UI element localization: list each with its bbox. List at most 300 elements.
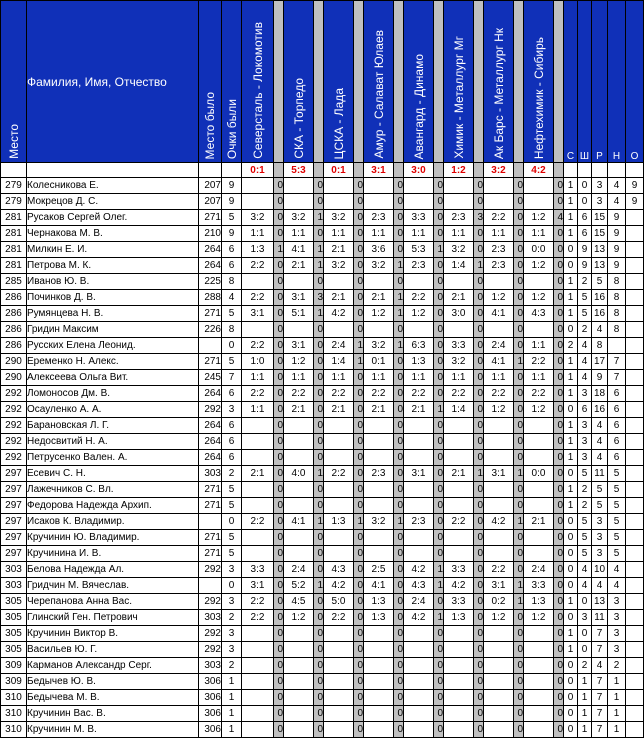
match-points-cell: 0 [354,242,364,258]
match-points-cell: 0 [514,610,524,626]
place-cell: 279 [1,194,27,210]
stat-cell: 0 [564,562,578,578]
stat-cell: 5 [608,498,626,514]
match-points-cell: 0 [434,274,444,290]
prediction-cell: 3:1 [284,338,314,354]
prediction-cell [242,178,274,194]
prediction-cell: 2:2 [524,354,554,370]
stat-cell: 0 [578,642,592,658]
prediction-cell: 1:2 [524,290,554,306]
header-stat-sh: Ш [578,1,592,163]
match-points-cell: 0 [434,226,444,242]
stat-cell: 6 [608,402,626,418]
match-points-cell: 0 [434,370,444,386]
stat-cell: 3 [578,418,592,434]
match-points-cell: 0 [434,706,444,722]
match-points-cell: 0 [514,562,524,578]
prediction-cell [444,194,474,210]
match-points-cell: 0 [474,658,484,674]
match-points-cell: 0 [554,290,564,306]
match-points-cell: 1 [354,354,364,370]
match-points-cell: 0 [434,498,444,514]
stat-cell: 5 [578,514,592,530]
prediction-cell [404,194,434,210]
stat-cell: 4 [592,450,608,466]
match-points-cell: 0 [474,242,484,258]
stat-cell: 6 [578,210,592,226]
header-place: Место [1,1,27,163]
match-points-cell: 0 [354,658,364,674]
prediction-cell: 6:3 [404,338,434,354]
prediction-cell [324,274,354,290]
match-points-cell: 0 [274,706,284,722]
match-points-cell: 0 [474,578,484,594]
stat-cell: 1 [564,418,578,434]
stat-cell: 9 [608,242,626,258]
name-cell: Белова Надежда Ал. [27,562,199,578]
stat-cell: 1 [608,722,626,738]
table-row [1,194,644,210]
stat-cell: 9 [608,226,626,242]
prediction-cell: 3:2 [324,210,354,226]
points-were-cell: 5 [222,482,242,498]
header-match-7: Ак Барс - Металлург Нк [484,1,514,163]
prediction-cell: 1:4 [324,354,354,370]
match-points-cell: 0 [354,370,364,386]
table-row [1,562,644,578]
stat-cell: 1 [564,178,578,194]
prediction-cell: 3:2 [444,242,474,258]
prediction-cell: 4:5 [284,594,314,610]
place-was-cell: 264 [199,242,222,258]
header-row [1,1,644,163]
match-points-cell: 0 [554,178,564,194]
table-row [1,706,644,722]
prediction-cell: 4:2 [404,562,434,578]
prediction-cell [404,690,434,706]
match-points-cell: 0 [274,338,284,354]
prediction-cell: 3:1 [284,290,314,306]
points-were-cell: 6 [222,418,242,434]
match-points-cell: 0 [434,530,444,546]
stat-cell: 5 [608,466,626,482]
match-points-cell: 0 [474,594,484,610]
prediction-cell: 2:2 [242,258,274,274]
match-points-cell: 0 [514,258,524,274]
match-points-cell: 0 [554,386,564,402]
match-points-cell: 0 [354,722,364,738]
stat-cell: 4 [578,562,592,578]
place-cell: 297 [1,546,27,562]
stat-cell: 7 [608,354,626,370]
match-points-cell: 0 [274,450,284,466]
name-cell: Кручинина И. В. [27,546,199,562]
prediction-cell [284,498,314,514]
match-points-cell: 0 [554,306,564,322]
prediction-cell: 1:2 [284,610,314,626]
stat-cell: 10 [592,562,608,578]
score-2: 5:3 [284,163,314,178]
prediction-cell: 2:1 [524,514,554,530]
stat-cell: 3 [592,546,608,562]
match-points-cell: 0 [394,194,404,210]
match-points-cell: 0 [394,466,404,482]
match-points-cell: 0 [314,594,324,610]
prediction-cell: 2:1 [324,290,354,306]
prediction-cell [324,626,354,642]
match-points-cell: 0 [354,642,364,658]
match-points-cell: 0 [274,386,284,402]
stat-cell: 0 [564,578,578,594]
prediction-cell [324,418,354,434]
prediction-cell [364,178,394,194]
table-row [1,370,644,386]
stat-cell: 3 [592,530,608,546]
prediction-cell [324,178,354,194]
table-row [1,274,644,290]
table-row [1,242,644,258]
match-points-cell: 0 [274,610,284,626]
match-points-cell: 0 [394,706,404,722]
match-points-cell: 0 [474,386,484,402]
stat-cell: 8 [608,322,626,338]
stat-cell: 1 [564,626,578,642]
stat-cell: 1 [564,386,578,402]
stat-cell [626,210,644,226]
stat-cell: 5 [608,546,626,562]
stat-cell [626,466,644,482]
stat-cell: 5 [592,482,608,498]
match-points-cell: 0 [434,546,444,562]
score-1: 0:1 [242,163,274,178]
match-points-cell: 0 [394,434,404,450]
prediction-cell [284,642,314,658]
prediction-cell [364,498,394,514]
match-points-cell: 0 [394,562,404,578]
match-points-cell: 1 [514,578,524,594]
prediction-cell [284,546,314,562]
match-points-cell: 0 [554,610,564,626]
match-points-cell: 0 [354,482,364,498]
match-points-cell: 0 [434,306,444,322]
match-points-cell: 0 [554,258,564,274]
match-points-cell: 0 [514,722,524,738]
table-row [1,226,644,242]
match-points-cell: 0 [434,338,444,354]
prediction-cell: 2:2 [242,514,274,530]
header-match-1: Северсталь - Локомотив [242,1,274,163]
prediction-cell: 2:5 [364,562,394,578]
match-points-cell: 0 [434,178,444,194]
place-cell: 286 [1,322,27,338]
place-was-cell: 226 [199,322,222,338]
place-was-cell: 207 [199,178,222,194]
match-points-cell: 0 [314,562,324,578]
stat-cell: 6 [608,418,626,434]
match-points-cell: 0 [514,386,524,402]
place-was-cell: 292 [199,402,222,418]
stat-cell: 16 [592,402,608,418]
place-was-cell [199,514,222,530]
stat-cell: 3 [608,642,626,658]
prediction-cell: 3:2 [364,338,394,354]
prediction-cell: 2:2 [242,594,274,610]
stat-cell [626,306,644,322]
stat-cell [626,578,644,594]
prediction-cell: 1:2 [484,402,514,418]
stat-cell: 1 [564,594,578,610]
match-points-cell: 0 [514,434,524,450]
match-points-cell: 1 [394,306,404,322]
stat-cell: 11 [592,610,608,626]
stat-cell: 15 [592,226,608,242]
prediction-cell: 1:3 [242,242,274,258]
stat-cell [626,530,644,546]
stat-cell: 2 [564,338,578,354]
prediction-cell: 3:1 [484,466,514,482]
prediction-cell [524,450,554,466]
match-points-cell: 0 [394,370,404,386]
match-points-cell: 0 [394,594,404,610]
prediction-cell [524,418,554,434]
stat-cell: 4 [608,178,626,194]
match-points-cell: 0 [474,706,484,722]
stat-cell [626,338,644,354]
match-points-cell: 0 [354,322,364,338]
stat-cell: 1 [564,370,578,386]
prediction-cell [404,322,434,338]
match-points-cell: 1 [314,578,324,594]
match-points-cell: 0 [314,706,324,722]
prediction-cell: 1:1 [524,370,554,386]
place-was-cell: 210 [199,226,222,242]
stat-cell: 1 [564,226,578,242]
prediction-cell [404,418,434,434]
match-points-cell: 0 [554,626,564,642]
prediction-cell [484,530,514,546]
stat-cell: 16 [592,306,608,322]
prediction-cell [484,642,514,658]
match-points-cell: 0 [554,274,564,290]
prediction-cell: 1:2 [364,306,394,322]
stat-cell: 5 [578,306,592,322]
place-cell: 285 [1,274,27,290]
prediction-cell: 4:1 [364,578,394,594]
match-points-cell: 0 [434,482,444,498]
match-points-cell: 0 [514,482,524,498]
points-were-cell: 3 [222,402,242,418]
table-row [1,466,644,482]
stat-cell: 7 [592,642,608,658]
prediction-cell [524,530,554,546]
table-row [1,626,644,642]
match-points-cell: 0 [514,338,524,354]
stat-cell: 9 [608,258,626,274]
stat-cell: 9 [592,370,608,386]
place-cell: 297 [1,530,27,546]
stat-cell: 2 [578,322,592,338]
match-points-cell: 1 [434,578,444,594]
match-points-cell: 0 [554,402,564,418]
prediction-cell: 2:3 [484,242,514,258]
match-points-cell: 1 [434,610,444,626]
name-cell: Васильев Ю. Г. [27,642,199,658]
match-points-cell: 0 [434,690,444,706]
place-cell: 281 [1,226,27,242]
stat-cell: 7 [608,370,626,386]
prediction-cell: 1:1 [484,226,514,242]
prediction-cell: 1:3 [524,594,554,610]
stat-cell: 9 [578,258,592,274]
prediction-cell [524,482,554,498]
score-4: 3:1 [364,163,394,178]
prediction-cell: 2:2 [324,610,354,626]
prediction-cell: 2:4 [284,562,314,578]
prediction-cell: 1:2 [284,354,314,370]
place-cell: 310 [1,722,27,738]
match-points-cell: 0 [354,418,364,434]
name-cell: Кручинин Вас. В. [27,706,199,722]
match-points-cell: 0 [514,290,524,306]
match-points-cell: 0 [274,290,284,306]
prediction-cell: 2:2 [484,386,514,402]
stat-cell [626,290,644,306]
prediction-cell [284,274,314,290]
place-was-cell: 303 [199,658,222,674]
prediction-cell [242,674,274,690]
name-cell: Кручинин Виктор В. [27,626,199,642]
place-was-cell: 207 [199,194,222,210]
prediction-cell: 3:3 [444,594,474,610]
match-points-cell: 0 [474,402,484,418]
stat-cell: 9 [626,194,644,210]
prediction-cell: 3:1 [404,466,434,482]
stat-cell [626,658,644,674]
match-points-cell: 1 [474,466,484,482]
prediction-cell: 4:2 [484,514,514,530]
prediction-cell [364,658,394,674]
header-place-was: Место было [199,1,222,163]
prediction-cell [364,642,394,658]
match-points-cell: 0 [394,610,404,626]
prediction-cell: 4:0 [284,466,314,482]
match-points-cell: 0 [354,498,364,514]
stat-cell: 8 [608,274,626,290]
prediction-cell [324,530,354,546]
name-cell: Недосвитий Н. А. [27,434,199,450]
points-were-cell: 1 [222,674,242,690]
prediction-cell [404,626,434,642]
prediction-cell: 2:2 [404,386,434,402]
prediction-cell [524,194,554,210]
stat-cell: 3 [592,178,608,194]
match-points-cell: 0 [474,354,484,370]
place-cell: 310 [1,706,27,722]
prediction-cell: 2:2 [364,386,394,402]
prediction-cell [324,546,354,562]
stat-cell: 0 [564,658,578,674]
name-cell: Русаков Сергей Олег. [27,210,199,226]
match-points-cell: 0 [394,274,404,290]
prediction-cell: 5:3 [404,242,434,258]
points-were-cell: 3 [222,562,242,578]
prediction-cell [484,178,514,194]
place-was-cell: 264 [199,434,222,450]
stat-cell: 0 [564,706,578,722]
name-cell: Барановская Л. Г. [27,418,199,434]
match-points-cell: 0 [314,690,324,706]
prediction-cell [444,642,474,658]
points-were-cell: 7 [222,370,242,386]
match-points-cell: 0 [314,178,324,194]
match-points-cell: 0 [314,418,324,434]
prediction-cell [364,690,394,706]
stat-cell: 8 [608,306,626,322]
stat-cell: 0 [564,402,578,418]
stat-cell: 5 [608,482,626,498]
prediction-cell: 1:1 [364,226,394,242]
match-points-cell: 0 [514,370,524,386]
table-row [1,210,644,226]
prediction-cell: 2:2 [404,290,434,306]
prediction-cell: 1:1 [324,226,354,242]
match-points-cell: 0 [474,418,484,434]
stat-cell [626,482,644,498]
match-points-cell: 0 [354,306,364,322]
match-points-cell: 0 [554,354,564,370]
table-row [1,306,644,322]
name-cell: Исаков К. Владимир. [27,514,199,530]
place-cell: 281 [1,210,27,226]
prediction-cell: 2:2 [242,610,274,626]
match-points-cell: 0 [434,642,444,658]
prediction-cell [284,626,314,642]
place-cell: 309 [1,658,27,674]
stat-cell [626,498,644,514]
stat-cell [626,242,644,258]
prediction-cell: 2:4 [524,562,554,578]
match-points-cell: 0 [434,258,444,274]
prediction-cell [404,530,434,546]
prediction-cell [324,674,354,690]
stat-cell: 2 [578,482,592,498]
header-points-were: Очки были [222,1,242,163]
place-cell: 297 [1,514,27,530]
match-points-cell: 1 [434,242,444,258]
match-points-cell: 0 [434,194,444,210]
stat-cell: 5 [578,530,592,546]
prediction-cell [484,626,514,642]
table-row [1,386,644,402]
match-points-cell: 0 [274,418,284,434]
match-points-cell: 1 [314,514,324,530]
stat-cell: 0 [564,530,578,546]
prediction-cell [444,530,474,546]
prediction-cell [404,722,434,738]
table-row [1,578,644,594]
match-points-cell: 1 [474,258,484,274]
stat-cell: 4 [592,658,608,674]
prediction-cell: 2:2 [484,562,514,578]
match-points-cell: 0 [554,322,564,338]
header-stat-o: О [626,1,644,163]
stat-cell [626,386,644,402]
match-points-cell: 0 [354,434,364,450]
match-points-cell: 0 [474,562,484,578]
table-row [1,354,644,370]
stat-cell: 9 [626,178,644,194]
match-points-cell: 0 [434,514,444,530]
